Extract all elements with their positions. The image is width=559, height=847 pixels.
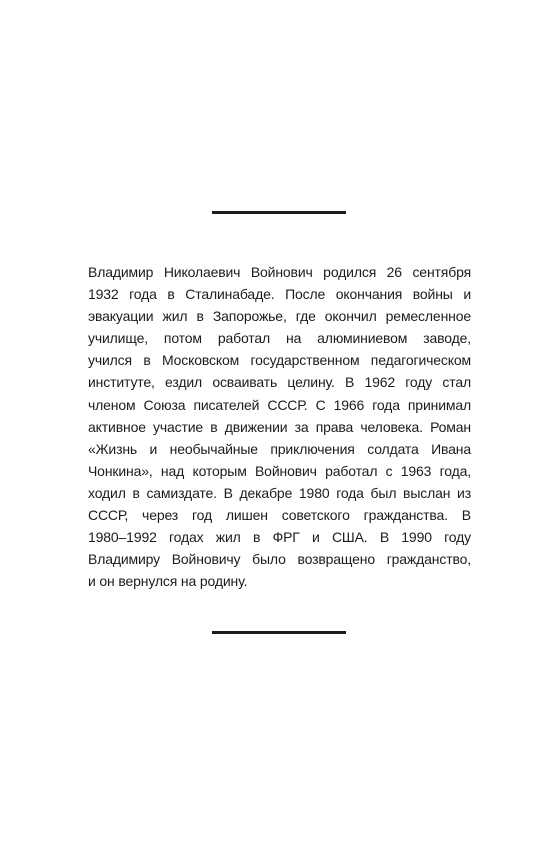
biography-line: активное участие в движении за права человека. Роман <box>88 418 471 435</box>
biography-line: Владимир Николаевич Войнович родился 26 сентября <box>88 264 471 280</box>
biography-line: «Жизнь и необычайные приключения солдата Ивана <box>88 440 471 457</box>
biography-line: Чонкина», над которым Войнович работал с 1963 года, <box>88 462 471 479</box>
biography-line: и он вернулся на родину. <box>88 573 248 590</box>
biography-line: 1980–1992 годах жил в ФРГ и США. В 1990 году <box>88 529 471 546</box>
biography-line: ходил в самиздате. В декабре 1980 года был выслан из <box>88 484 471 501</box>
biography-line: СССР, через год лишен советского гражданства. В <box>88 507 471 524</box>
bottom-divider <box>212 631 346 634</box>
biography-line: учился в Московском государственном педагогическом <box>88 352 471 369</box>
biography-line: Владимиру Войновичу было возвращено гражданство, <box>88 551 471 568</box>
biography-line: 1932 года в Сталинабаде. После окончания войны и <box>88 286 471 303</box>
biography-line: членом Союза писателей СССР. С 1966 года принимал <box>88 396 471 413</box>
biography-line: институте, ездил осваивать целину. В 1962 году стал <box>88 374 471 391</box>
biography-line: эвакуации жил в Запорожье, где окончил ремесленное <box>88 308 471 325</box>
top-divider <box>212 211 346 214</box>
author-biography <box>88 261 471 592</box>
biography-line: училище, потом работал на алюминиевом заводе, <box>88 330 471 347</box>
